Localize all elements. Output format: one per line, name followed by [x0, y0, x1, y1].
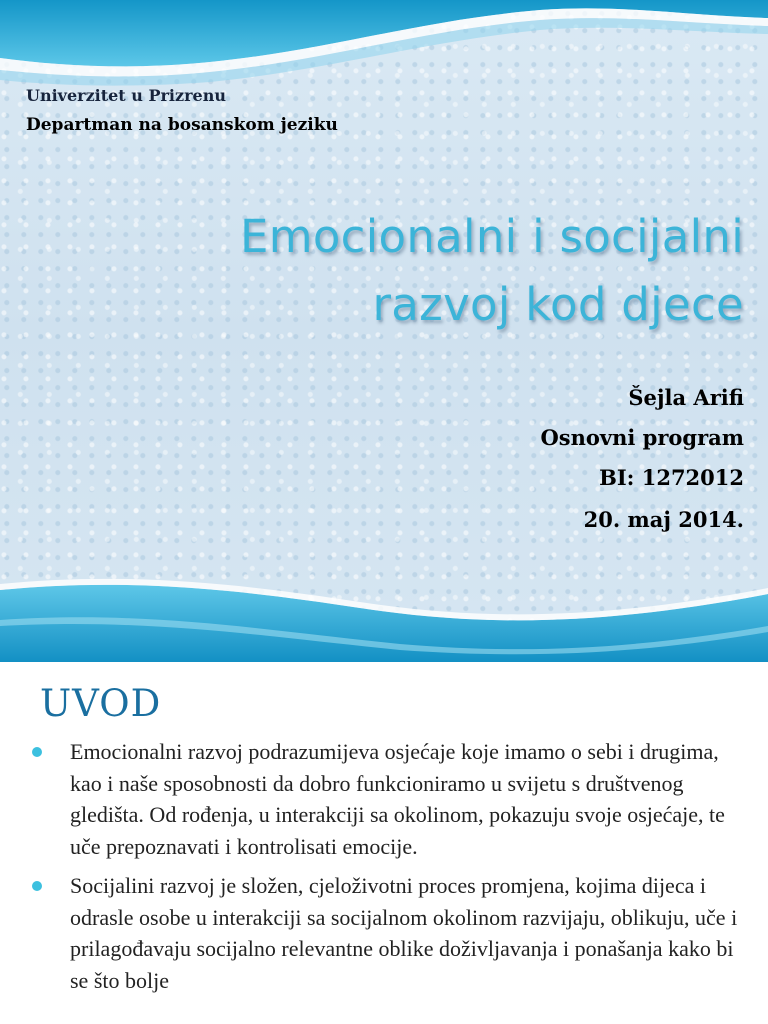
program-name: Osnovni program — [540, 425, 744, 450]
bullet-dot-icon — [32, 747, 42, 757]
department-name: Departman na bosanskom jeziku — [26, 115, 338, 135]
title-line-1: Emocionalni i socijalni — [239, 210, 744, 263]
bullet-item — [28, 736, 748, 862]
student-id: BI: 1272012 — [599, 465, 744, 490]
bullet-list — [28, 736, 748, 1004]
title-line-2: razvoj kod djece — [372, 278, 744, 331]
slide-heading: UVOD — [40, 682, 162, 725]
top-wave-decoration — [0, 0, 768, 90]
bullet-dot-icon — [32, 881, 42, 891]
university-name: Univerzitet u Prizrenu — [26, 86, 226, 105]
presentation-title — [124, 203, 744, 339]
bullet-text: Socijalini razvoj je složen, cjeloživotni proces promjena, kojima dijeca i odrasle osobe u interakciji sa socijalnom okolinom razvijaju, oblikuju, uče i prilagođavaju socijalno relevantne oblike doživljavanja i ponašanja kako bi se što bolje — [70, 873, 738, 993]
author-name: Šejla Arifi — [628, 385, 744, 410]
bullet-item — [28, 870, 748, 996]
bottom-wave-decoration — [0, 560, 768, 662]
bullet-text: Emocionalni razvoj podrazumijeva osjećaje koje imamo o sebi i drugima, kao i naše sposobnosti da dobro funkcioniramo u svijetu s društvenog gledišta. Od rođenja, u interakciji sa okolinom, pokazuju svoje osjećaje, te uče prepoznavati i kontrolisati emocije. — [70, 739, 725, 859]
presentation-date: 20. maj 2014. — [583, 507, 744, 532]
intro-slide — [0, 662, 768, 1024]
